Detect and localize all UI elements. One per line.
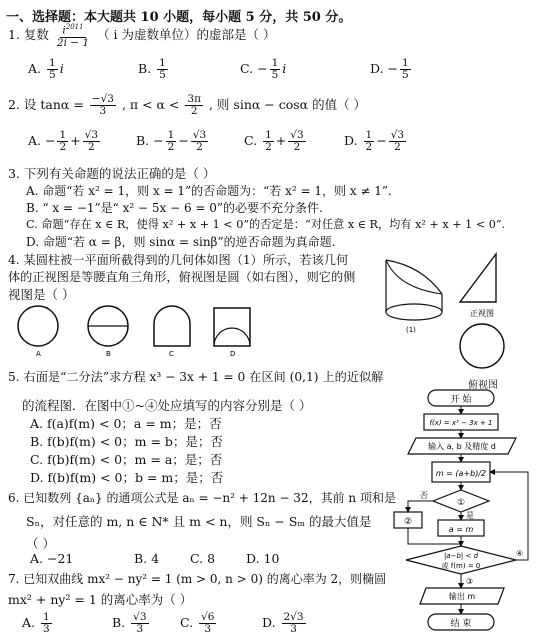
svg-text:C: C [169,350,174,358]
svg-text:A: A [36,350,41,358]
q6-option-c[interactable]: C. 8 [190,551,216,566]
q4-option-c-shape[interactable] [154,306,190,358]
flow-end [428,614,494,630]
bisection-flowchart [388,388,538,642]
cut-cylinder-figure [386,260,442,334]
q3-option-d[interactable]: D. 命题“若 α = β，则 sinα = sinβ”的逆否命题为真命题. [26,235,336,249]
flow-label-4: ④ [516,549,524,558]
front-view-triangle [460,254,496,318]
q7-option-c[interactable]: C. $\frac{√6}{3}$ [180,611,215,635]
q2-option-c[interactable]: C. $\frac{1}{2}$ + $\frac{√3}{2}$ [244,129,304,153]
q7-option-d[interactable]: D. $\frac{2√3}{3}$ [262,611,304,635]
q3-option-a[interactable]: A. 命题“若 x² = 1，则 x = 1”的否命题为：“若 x² = 1，则 x ≠ 1”. [26,184,392,198]
question-4-line-1: 4. 某圆柱被一平面所截得到的几何体如图（1）所示，若该几何 [8,253,349,267]
q4-geometry-figure [378,246,538,376]
svg-text:②: ② [403,517,413,527]
q6-option-a[interactable]: A. −21 [30,551,74,566]
flow-am-box [438,520,484,536]
q4-side-view-options [10,300,270,358]
svg-text:D: D [230,350,236,358]
question-7-line-2: mx² + ny² = 1 的离心率为（ ） [8,592,193,607]
q1-option-d[interactable]: D. − $\frac{1}{5}$ [370,57,409,81]
svg-text:结 束: 结 束 [450,619,472,629]
question-2-stem: 2. 设 tanα = $\frac{-√3}{3}$ , π < α < $\frac{3\pi}{2}$ , 则 sinα − cosα 的值（ ） [8,93,367,117]
q1-option-b[interactable]: B. $\frac{1}{5}$ [138,57,166,81]
q5-option-d[interactable]: D. f(b)f(m) < 0；b = m；是；否 [30,470,224,485]
question-6-line-1: 6. 已知数列 {aₙ} 的通项公式是 aₙ = −n² + 12n − 32，其前 n 项和是 [8,491,396,505]
flow-box-2 [394,512,422,528]
top-view-circle [460,324,504,368]
svg-text:m = (a+b)/2: m = (a+b)/2 [435,469,487,478]
q5-option-b[interactable]: B. f(b)f(m) < 0；m = b；是；否 [30,434,223,449]
q4-option-a-shape[interactable] [18,306,58,358]
question-4-line-3: 视图是（ ） [8,287,75,302]
flow-assign-box [432,462,490,482]
question-6-line-3: （ ） [26,536,55,551]
svg-text:①: ① [456,498,466,508]
svg-text:f(x) = x³ − 3x + 1: f(x) = x³ − 3x + 1 [429,419,493,427]
flow-label-3: ③ [466,577,474,586]
svg-text:B: B [106,350,111,358]
q2-option-a[interactable]: A. − $\frac{1}{2}$ + $\frac{√3}{2}$ [28,129,99,153]
q6-option-b[interactable]: B. 4 [134,551,160,566]
svg-text:正视图: 正视图 [470,309,494,318]
svg-text:(1): (1) [406,326,416,334]
svg-text:a = m: a = m [448,525,474,534]
section-title: 一、选择题：本大题共 10 小题，每小题 5 分，共 50 分。 [6,10,352,25]
question-3-stem: 3. 下列有关命题的说法正确的是（ ） [8,166,216,181]
q5-option-c[interactable]: C. f(b)f(m) < 0；m = a；是；否 [30,452,223,467]
question-5-line-2: 的流程图．在图中①~④处应填写的内容分别是（ ） [22,398,312,413]
q2-option-d[interactable]: D. $\frac{1}{2}$ − $\frac{√3}{2}$ [344,129,405,153]
q4-option-d-shape[interactable] [214,308,250,358]
flow-no-label: 否 [420,491,428,500]
flow-yes-label: 是 [466,511,474,520]
svg-text:开 始: 开 始 [450,395,472,405]
top-view-label: 俯视图 [468,380,498,391]
flow-input-box [408,438,516,454]
q4-option-b-shape[interactable] [88,306,128,358]
q1-option-a[interactable]: A. $\frac{1}{5}$ i [28,57,64,81]
q1-option-c[interactable]: C. − $\frac{1}{5}$ i [240,57,287,81]
q3-option-b[interactable]: B. “ x = −1”是“ x² − 5x − 6 = 0”的必要不充分条件. [26,201,323,215]
flow-decision-1 [433,490,489,512]
q1-fraction: $\frac{i^{2011}}{2i - 1}$ [56,23,90,49]
q2-option-b[interactable]: B. − $\frac{1}{2}$ − $\frac{√3}{2}$ [136,129,207,153]
svg-text:输出 m: 输出 m [448,592,476,601]
svg-text:输入 a, b 及精度 d: 输入 a, b 及精度 d [428,442,496,451]
q5-option-a[interactable]: A. f(a)f(m) < 0；a = m；是；否 [30,416,222,431]
question-7-line-1: 7. 已知双曲线 mx² − ny² = 1 (m > 0, n > 0) 的离心率为 2，则椭圆 [8,572,387,586]
question-5-line-1: 5. 右面是“二分法”求方程 x³ − 3x + 1 = 0 在区间 (0,1) 上的近似解 [8,370,384,384]
q3-option-c[interactable]: C. 命题“存在 x ∈ R，使得 x² + x + 1 < 0”的否定是：“对任意 x ∈ R，均有 x² + x + 1 < 0”. [26,218,506,231]
svg-text:或 f(m) = 0: 或 f(m) = 0 [441,562,481,570]
svg-text:|a−b| < d: |a−b| < d [443,552,479,560]
flow-decision-2 [406,546,516,574]
q7-option-b[interactable]: B. $\frac{√3}{3}$ [112,611,147,635]
flow-output-box [420,588,504,604]
q7-option-a[interactable]: A. $\frac{1}{3}$ [22,611,50,635]
question-1-stem: 1. 复数 $\frac{i^{2011}}{2i - 1}$ （ i 为虚数单位）的虚部是（ ） [8,23,276,49]
question-6-line-2: Sₙ，对任意的 m, n ∈ N* 且 m < n，则 Sₙ − Sₘ 的最大值是 [26,514,372,529]
question-4-line-2: 体的正视图是等腰直角三角形，俯视图是圆（如右图），则它的侧 [8,270,356,284]
flow-function-box [424,414,498,430]
q6-option-d[interactable]: D. 10 [246,551,280,566]
flow-start [428,390,494,406]
